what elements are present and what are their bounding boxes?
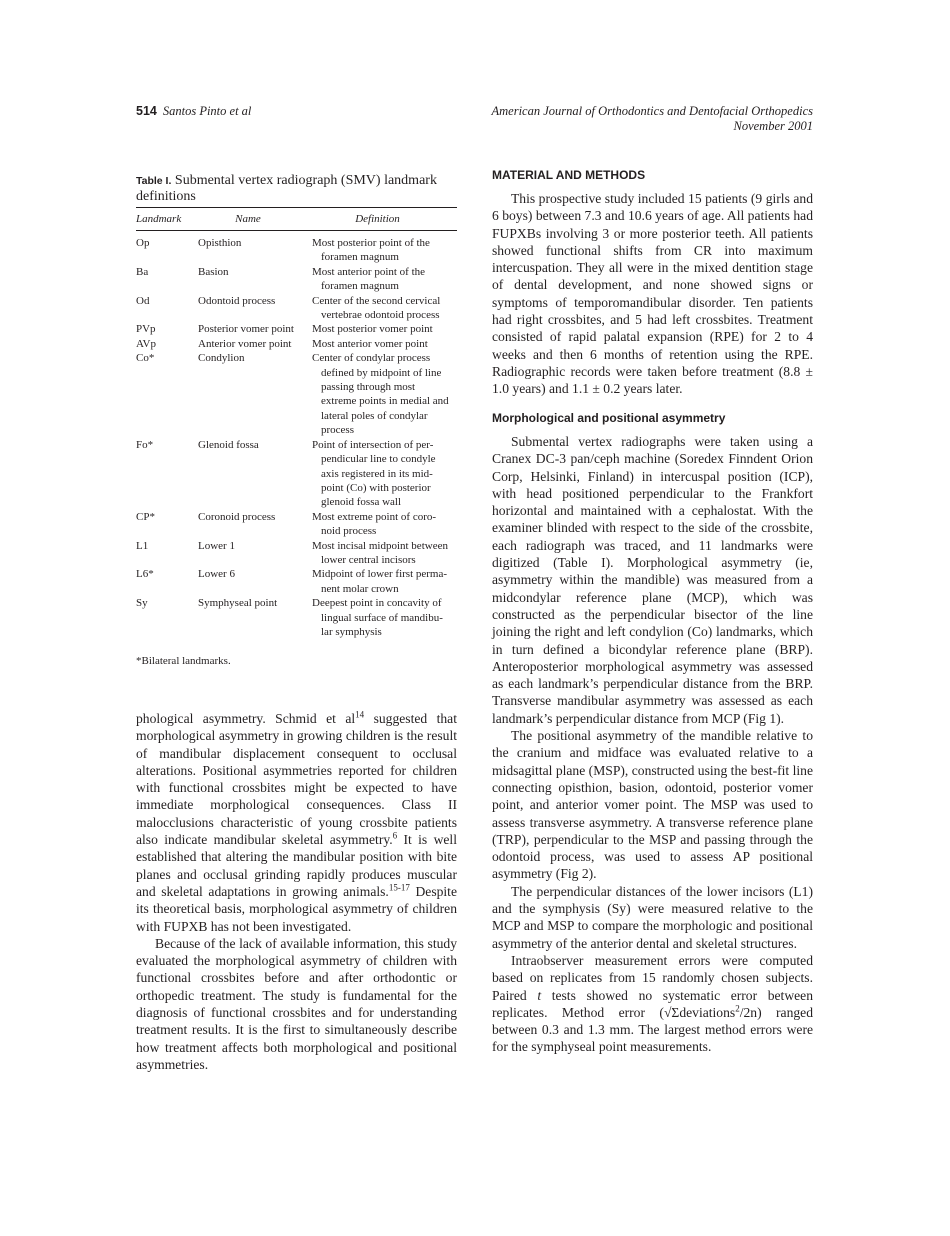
- cell-landmark: L6*: [136, 568, 154, 581]
- table-row: [136, 567, 457, 596]
- left-body-text: [136, 710, 457, 1073]
- cell-landmark: Fo*: [136, 438, 154, 451]
- landmark-table: [136, 207, 457, 639]
- cell-definition: Midpoint of lower first perma- nent molar crown: [312, 568, 448, 595]
- running-header-left: [136, 104, 251, 119]
- cell-landmark: Sy: [136, 597, 148, 610]
- table-row: [136, 265, 457, 294]
- cell-name: Lower 1: [198, 539, 235, 552]
- cell-definition: Most anterior point of the foramen magnum: [312, 265, 426, 293]
- table-header-row: [136, 208, 457, 231]
- paragraph: Because of the lack of available information, this study evaluated the morphological asymmetry of children with functional crossbites before and after orthodontic or orthopedic treatment. The study is fundamental for the diagnosis of functional crossbites and for understanding treatment results. It is the first to simultaneously describe how treatment affects both morphological and positional asymmetries.: [136, 935, 457, 1072]
- table-row: [136, 322, 457, 336]
- cell-definition: Most posterior point of the foramen magnum: [312, 237, 430, 264]
- cell-definition: Most extreme point of coro- noid process: [312, 510, 437, 538]
- paragraph: This prospective study included 15 patients (9 girls and 6 boys) between 7.3 and 10.6 years of age. All patients had FUPXBs involving 3 or more posterior teeth. All patients showed functional shifts from CR into maximum intercuspation. They all were in the mixed dentition stage of dental development, and none showed signs or symptoms of temporomandibular disorder. Ten patients had right crossbites, and 5 had left crossbites. Treatment consisted of rapid palatal expansion (RPE) for 2 to 4 weeks and then 6 months of retention using the RPE. Radiographic records were taken before treatment (8.8 ± 1.0 years) and 1.1 ± 0.2 years later.: [492, 191, 813, 397]
- column-header-definition: Definition: [355, 213, 400, 225]
- cell-definition: Center of the second cervical vertebrae odontoid process: [312, 294, 441, 322]
- cell-landmark: Ba: [136, 265, 149, 278]
- cell-landmark: CP*: [136, 510, 155, 523]
- table-row: [136, 596, 457, 639]
- journal-issue: November 2001: [733, 119, 813, 133]
- cell-landmark: Op: [136, 237, 150, 249]
- table-row: [136, 337, 457, 351]
- table-row: [136, 438, 457, 510]
- running-header-right: [492, 104, 814, 134]
- cell-name: Anterior vomer point: [198, 337, 292, 350]
- cell-name: Lower 6: [198, 568, 235, 581]
- table-label: Table I.: [136, 175, 172, 187]
- table-row: [136, 236, 457, 265]
- asymmetry-text: [492, 433, 813, 1056]
- methods-text: [492, 190, 813, 398]
- cell-definition: Point of intersection of per- pendicular line to condyle axis registered in its mid- point (Co) with posterior glenoid fossa wall: [312, 438, 436, 509]
- cell-name: Basion: [198, 265, 229, 278]
- cell-landmark: L1: [136, 539, 149, 552]
- table-body: [136, 231, 457, 639]
- cell-landmark: Co*: [136, 352, 155, 365]
- cell-name: Coronoid process: [198, 510, 276, 523]
- table-row: [136, 539, 457, 568]
- cell-definition: Center of condylar process defined by midpoint of line passing through most extreme points in medial and lateral poles of condylar process: [312, 352, 449, 437]
- paragraph: The positional asymmetry of the mandible relative to the cranium and midface was evaluated relative to a midsagittal plane (MSP), constructed using the best-fit line connecting opisthion, basion, odontoid, posterior vomer point, and anterior vomer point. The MSP was used to assess transverse asymmetry. A transverse reference plane (TRP), perpendicular to the MSP and passing through the odontoid process, was used to assess AP positional asymmetry (Fig 2).: [492, 728, 813, 882]
- paragraph: phological asymmetry. Schmid et $al^{14}$ suggested that morphological asymmetry in growing children is the result of mandibular displacement consequent to occlusal alterations. Positional asymmetries reported for children with functional crossbites might be expected to have immediate morphological consequences. Class II malocclusions characteristic of young crossbite patients also indicate mandibular skeletal asymmetry.$^6$ It is well established that altering the mandibular position with bite planes and occlusal grinding rapidly produces muscular and skeletal adaptations in growing animals.$^{15-17}$ Despite its theoretical basis, morphological asymmetry of children with FUPXB has not been investigated.: [136, 709, 457, 934]
- cell-name: Opisthion: [198, 237, 242, 249]
- column-header-name: Name: [235, 213, 261, 225]
- cell-landmark: AVp: [136, 337, 156, 350]
- cell-landmark: Od: [136, 294, 150, 307]
- cell-definition: Most posterior vomer point: [312, 323, 433, 336]
- journal-name: American Journal of Orthodontics and Dentofacial Orthopedics: [491, 104, 813, 118]
- cell-definition: Most anterior vomer point: [312, 337, 428, 350]
- paragraph: Intraobserver measurement errors were computed based on replicates from 15 randomly chosen subjects. Paired t tests showed no systematic error between replicates. Method error (√Σdeviations$^2$/2n) ranged between 0.3 and 1.3 mm. The largest method errors were for the symphyseal point measurements.: [492, 952, 813, 1055]
- table-caption-text: Submental vertex radiograph (SMV) landmark definitions: [136, 173, 437, 204]
- subsection-heading-asymmetry: Morphological and positional asymmetry: [492, 411, 726, 425]
- cell-landmark: PVp: [136, 323, 156, 336]
- cell-definition: Most incisal midpoint between lower central incisors: [312, 539, 448, 566]
- cell-name: Odontoid process: [198, 294, 276, 307]
- column-header-landmark: Landmark: [136, 213, 182, 225]
- section-heading-methods: MATERIAL AND METHODS: [492, 168, 646, 182]
- cell-name: Posterior vomer point: [198, 323, 294, 336]
- page-number: 514: [136, 104, 157, 118]
- table-row: [136, 510, 457, 539]
- paragraph: Submental vertex radiographs were taken using a Cranex DC-3 pan/ceph machine (Soredex Finndent Orion Corp, Helsinki, Finland) in intercuspal position (ICP), with head positioned perpendicular to the Frankfort horizontal and maintained with a cephalostat. With the examiner blinded with respect to the side of the crossbite, each radiograph was traced, and 11 landmarks were digitized (Table I). Morphological asymmetry (ie, asymmetry within the mandible) was measured from a midcondylar reference plane (MCP), which was constructed as the perpendicular bisector of the line joining the right and left condylion (Co) landmarks, which in turn defined a bicondylar reference plane (BRP). Anteroposterior morphological asymmetry was assessed as each landmark’s perpendicular distance from the BRP. Transverse mandibular asymmetry was assessed as each landmark’s perpendicular distance from MCP (Fig 1).: [492, 434, 813, 726]
- cell-name: Symphyseal point: [198, 597, 278, 610]
- table-caption: [136, 173, 457, 204]
- table-row: [136, 351, 457, 437]
- cell-name: Glenoid fossa: [198, 438, 259, 451]
- running-authors: Santos Pinto et al: [162, 104, 252, 118]
- table-footnote: *Bilateral landmarks.: [136, 655, 231, 667]
- cell-definition: Deepest point in concavity of lingual surface of mandibu- lar symphysis: [312, 597, 443, 638]
- paragraph: The perpendicular distances of the lower incisors (L1) and the symphysis (Sy) were measured relative to the MCP and MSP to compare the morphologic and positional asymmetry of the anterior dental and skeletal structures.: [492, 883, 813, 951]
- cell-name: Condylion: [198, 352, 245, 365]
- table-row: [136, 294, 457, 323]
